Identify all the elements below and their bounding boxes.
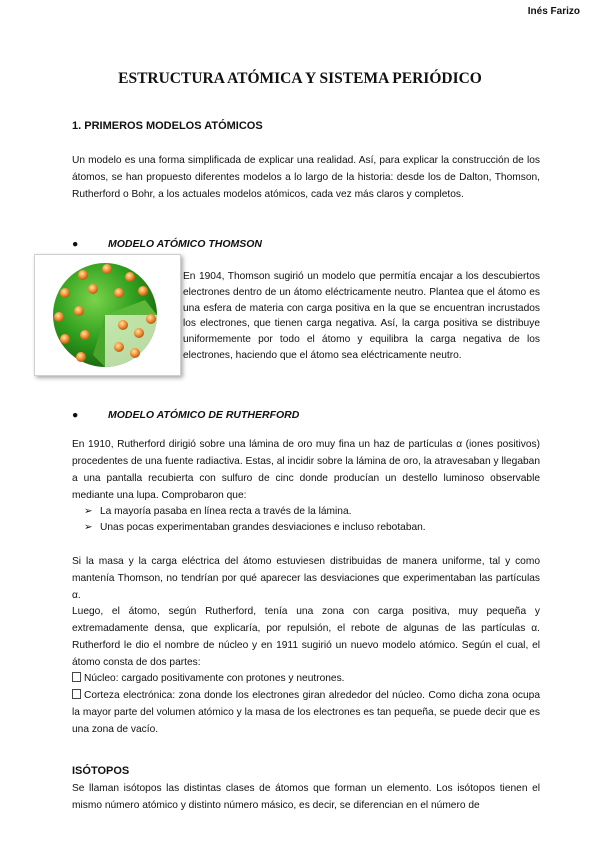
rutherford-heading [72,409,299,421]
cortex-item [72,687,540,738]
author-name: Inés Farizo [527,6,580,17]
nucleus-item [72,670,540,687]
arrow-icon: ➢ [84,506,93,517]
page-title: ESTRUCTURA ATÓMICA Y SISTEMA PERIÓDICO [118,70,482,87]
thomson-atom-image [34,254,181,376]
arrow-icon: ➢ [84,522,93,533]
isotopes-heading: ISÓTOPOS [72,765,130,777]
list-item [84,504,426,520]
rutherford-results-list [84,504,426,536]
atom-illustration [35,255,180,375]
intro-paragraph: Un modelo es una forma simplificada de explicar una realidad. Así, para explicar la construcción de los átomos, se han propuesto diferentes modelos a lo largo de la historia: desde los de Dalton, Thomson, Rutherford o Bohr, a los actuales modelos atómicos, cada vez más claros y completos. [72,155,540,200]
rutherford-paragraph-2: Si la masa y la carga eléctrica del átomo estuviesen distribuidas de manera uniforme, tal y como mantenía Thomson, no tendrían por qué aparecer las desviaciones que experimentaban las partículas α. [72,556,540,601]
checkbox-glyph-icon [72,672,81,682]
nucleus-text: Núcleo: cargado positivamente con protones y neutrones. [84,673,345,684]
rutherford-paragraph-3: Luego, el átomo, según Rutherford, tenía una zona con carga positiva, muy pequeña y extremadamente densa, que explicaría, por repulsión, el rebote de algunas de las partículas α. Rutherford le dio el nombre de núcleo y en 1911 sugirió un nuevo modelo atómico. Según el cual, el átomo consta de dos partes: [72,606,540,668]
bullet-icon: ● [72,238,79,250]
rutherford-paragraph-1: En 1910, Rutherford dirigió sobre una lámina de oro muy fina un haz de partículas α (iones positivos) procedentes de una fuente radiactiva. Estas, al incidir sobre la lámina de oro, la atravesaban y llegaban a una pantalla recubierta con sulfuro de cinc donde producían un destello luminoso observable mediante una lupa. Comprobaron que: [72,439,540,501]
thomson-paragraph: En 1904, Thomson sugirió un modelo que permitía encajar a los descubiertos electrones dentro de un átomo eléctricamente neutro. Plantea que el átomo es una esfera de materia con carga positiva en la que se encuentran incrustados los electrones, que tienen carga negativa. Así, la carga positiva se distribuye uniformemente por todo el átomo y equilibra la carga negativa de los electrones, haciendo que el átomo sea eléctricamente neutro. [183,271,540,361]
thomson-heading [72,238,262,250]
isotopes-paragraph: Se llaman isótopos las distintas clases de átomos que forman un elemento. Los isótopos tienen el mismo número atómico y distinto número másico, es decir, se diferencian en el número de [72,783,540,811]
list-item-text: Unas pocas experimentaban grandes desviaciones e incluso rebotaban. [100,522,426,533]
rutherford-heading-text: MODELO ATÓMICO DE RUTHERFORD [108,409,300,421]
list-item [84,520,426,536]
bullet-icon: ● [72,409,79,421]
thomson-heading-text: MODELO ATÓMICO THOMSON [108,238,262,250]
list-item-text: La mayoría pasaba en línea recta a través de la lámina. [100,506,352,517]
section-heading: 1. PRIMEROS MODELOS ATÓMICOS [72,120,263,132]
cortex-text: Corteza electrónica: zona donde los electrones giran alrededor del núcleo. Como dicha zona ocupa la mayor parte del volumen atómico y la masa de los electrones es tan pequeña, se puede decir que es una zona de vacío. [72,690,540,735]
checkbox-glyph-icon [72,689,81,699]
